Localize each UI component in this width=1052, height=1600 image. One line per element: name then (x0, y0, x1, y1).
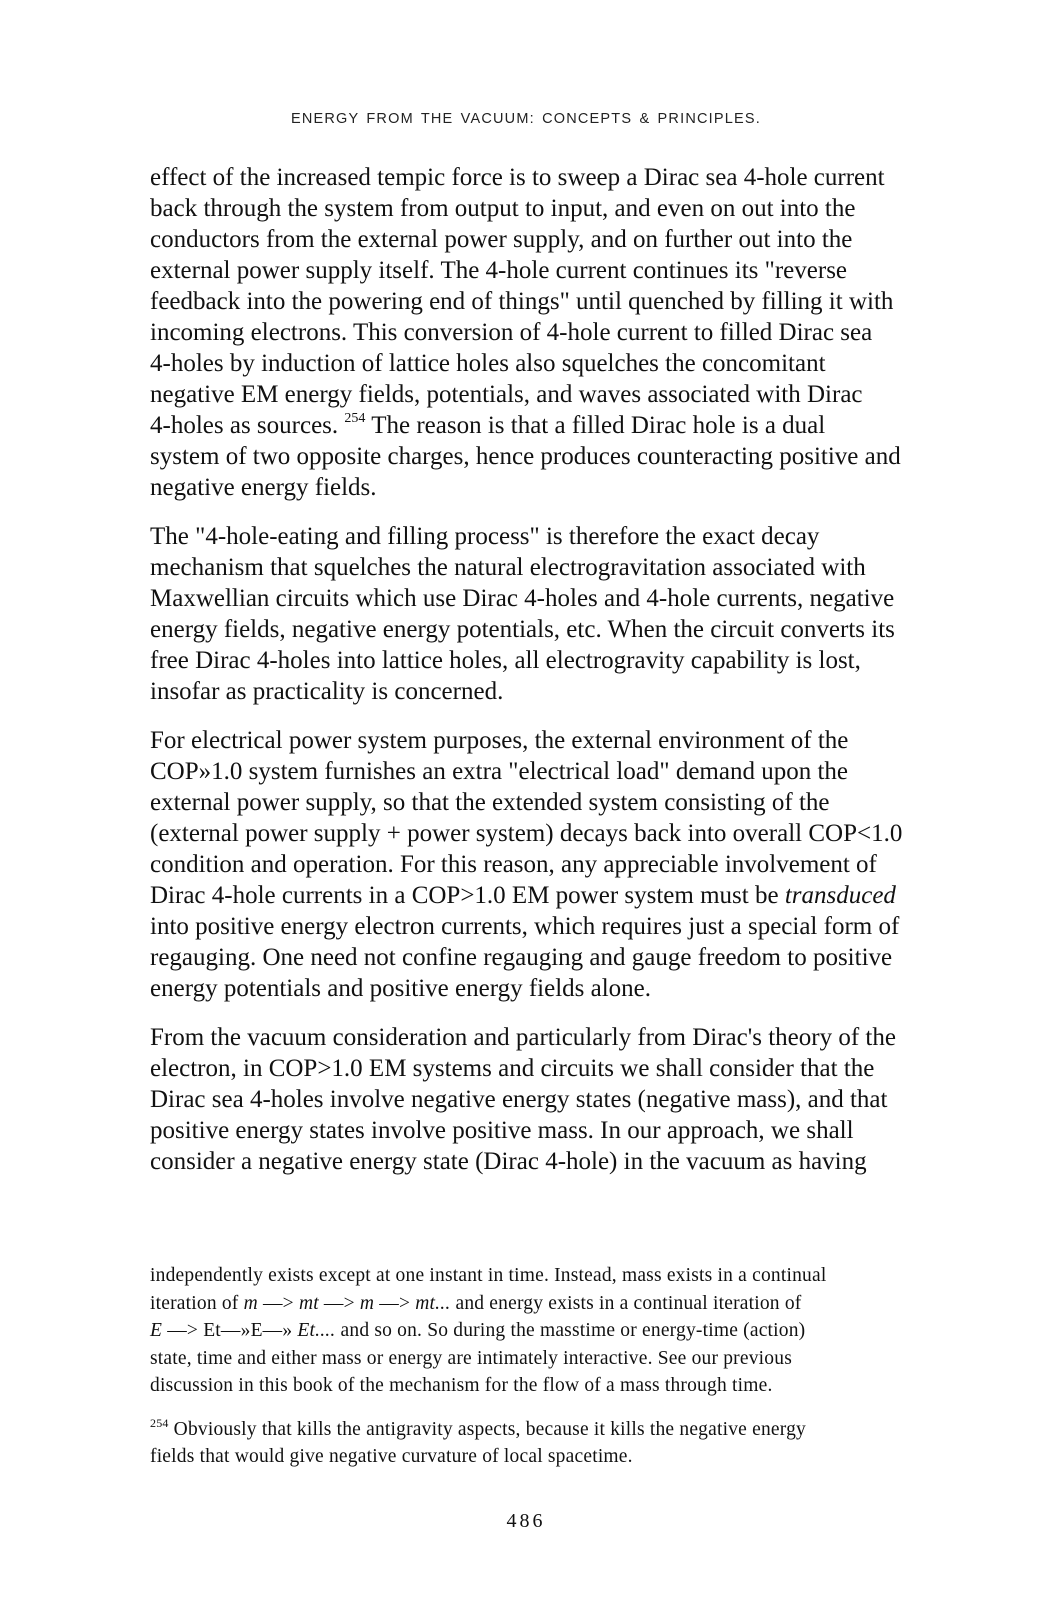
footnote-line: independently exists except at one instant in time. Instead, mass exists in a continual (150, 1265, 827, 1286)
text-line: positive energy states involve positive mass. In our approach, we shall (150, 1117, 854, 1144)
paragraph-1 (150, 162, 1000, 503)
text-line: For electrical power system purposes, the external environment of the (150, 727, 849, 754)
text-segment: iteration of (150, 1292, 244, 1314)
text-line: From the vacuum consideration and particularly from Dirac's theory of the (150, 1024, 896, 1051)
italic-term: transduced (784, 882, 896, 909)
text-line: (external power supply + power system) decays back into overall COP<1.0 (150, 820, 903, 847)
text-line: feedback into the powering end of things" until quenched by filling it with (150, 288, 894, 315)
text-segment: —> (318, 1292, 360, 1314)
body-text (150, 162, 1000, 1195)
footnote-254 (150, 1416, 1000, 1471)
text-line: external power supply itself. The 4-hole current continues its "reverse (150, 257, 848, 284)
footnote-number: 254 (150, 1415, 169, 1430)
text-line: Maxwellian circuits which use Dirac 4-holes and 4-hole currents, negative (150, 585, 895, 612)
text-segment: Dirac 4-hole currents in a COP>1.0 EM power system must be (150, 882, 785, 909)
text-segment: Obviously that kills the antigravity aspects, because it kills the negative energy (168, 1418, 806, 1440)
footnote-line: fields that would give negative curvature of local spacetime. (150, 1446, 633, 1467)
text-line: regauging. One need not confine regauging and gauge freedom to positive (150, 944, 893, 971)
footnote-line: discussion in this book of the mechanism for the flow of a mass through time. (150, 1375, 773, 1396)
math-symbol: mt (298, 1292, 319, 1314)
text-line: conductors from the external power supply, and on further out into the (150, 226, 853, 253)
text-line: effect of the increased tempic force is to sweep a Dirac sea 4-hole current (150, 164, 885, 191)
text-line: external power supply, so that the extended system consisting of the (150, 789, 830, 816)
text-line: consider a negative energy state (Dirac 4-hole) in the vacuum as having (150, 1148, 867, 1175)
text-line: energy potentials and positive energy fields alone. (150, 975, 652, 1002)
page-number: 486 (506, 1510, 546, 1532)
footnotes (150, 1262, 1000, 1487)
running-head: ENERGY FROM THE VACUUM: CONCEPTS & PRINCIPLES. (290, 111, 762, 127)
math-symbol: m (359, 1292, 375, 1314)
text-line: COP»1.0 system furnishes an extra "electrical load" demand upon the (150, 758, 849, 785)
text-segment: and energy exists in a continual iteration of (450, 1292, 802, 1314)
footnote-line (150, 1290, 1000, 1318)
text-line: condition and operation. For this reason, any appreciable involvement of (150, 851, 877, 878)
footnote-continued (150, 1262, 1000, 1400)
text-segment: 4-holes as sources. (150, 412, 345, 439)
text-segment: —> (162, 1320, 204, 1341)
text-segment: and so on. So during the masstime or energy-time (action) (335, 1320, 806, 1341)
paragraph-3 (150, 725, 1000, 1004)
text-line (150, 410, 1000, 441)
footnote-line (150, 1317, 1000, 1345)
footnote-line: state, time and either mass or energy are intimately interactive. See our previous (150, 1347, 792, 1369)
text-segment: —> (374, 1292, 416, 1314)
text-segment: The reason is that a filled Dirac hole is a dual (365, 412, 826, 439)
text-line: 4-holes by induction of lattice holes also squelches the concomitant (150, 350, 826, 377)
text-line: incoming electrons. This conversion of 4-hole current to filled Dirac sea (150, 319, 873, 346)
text-line: Dirac sea 4-holes involve negative energy states (negative mass), and that (150, 1086, 888, 1113)
text-line (150, 880, 1000, 911)
text-line: negative EM energy fields, potentials, and waves associated with Dirac (150, 381, 863, 408)
text-line: negative energy fields. (150, 474, 377, 501)
footnote-reference-254[interactable]: 254 (344, 411, 366, 426)
text-line: The "4-hole-eating and filling process" is therefore the exact decay (150, 523, 820, 550)
text-segment: Et—»E—» (203, 1320, 293, 1341)
text-line: mechanism that squelches the natural electrogravitation associated with (150, 554, 866, 581)
text-segment: —> (257, 1292, 299, 1314)
math-symbol: E (150, 1320, 163, 1341)
text-line: system of two opposite charges, hence produces counteracting positive and (150, 443, 901, 470)
text-line: into positive energy electron currents, which requires just a special form of (150, 913, 900, 940)
footnote-line (150, 1416, 1000, 1444)
text-line: insofar as practicality is concerned. (150, 678, 504, 705)
paragraph-2 (150, 521, 1000, 707)
text-line: energy fields, negative energy potentials, etc. When the circuit converts its (150, 616, 895, 643)
text-line: back through the system from output to input, and even on out into the (150, 195, 856, 222)
math-symbol: m (243, 1292, 258, 1314)
math-symbol: mt... (415, 1292, 451, 1314)
text-line: electron, in COP>1.0 EM systems and circuits we shall consider that the (150, 1055, 875, 1082)
text-line: free Dirac 4-holes into lattice holes, all electrogravity capability is lost, (150, 647, 861, 674)
paragraph-4 (150, 1022, 1000, 1177)
math-symbol: Et.... (292, 1320, 336, 1341)
